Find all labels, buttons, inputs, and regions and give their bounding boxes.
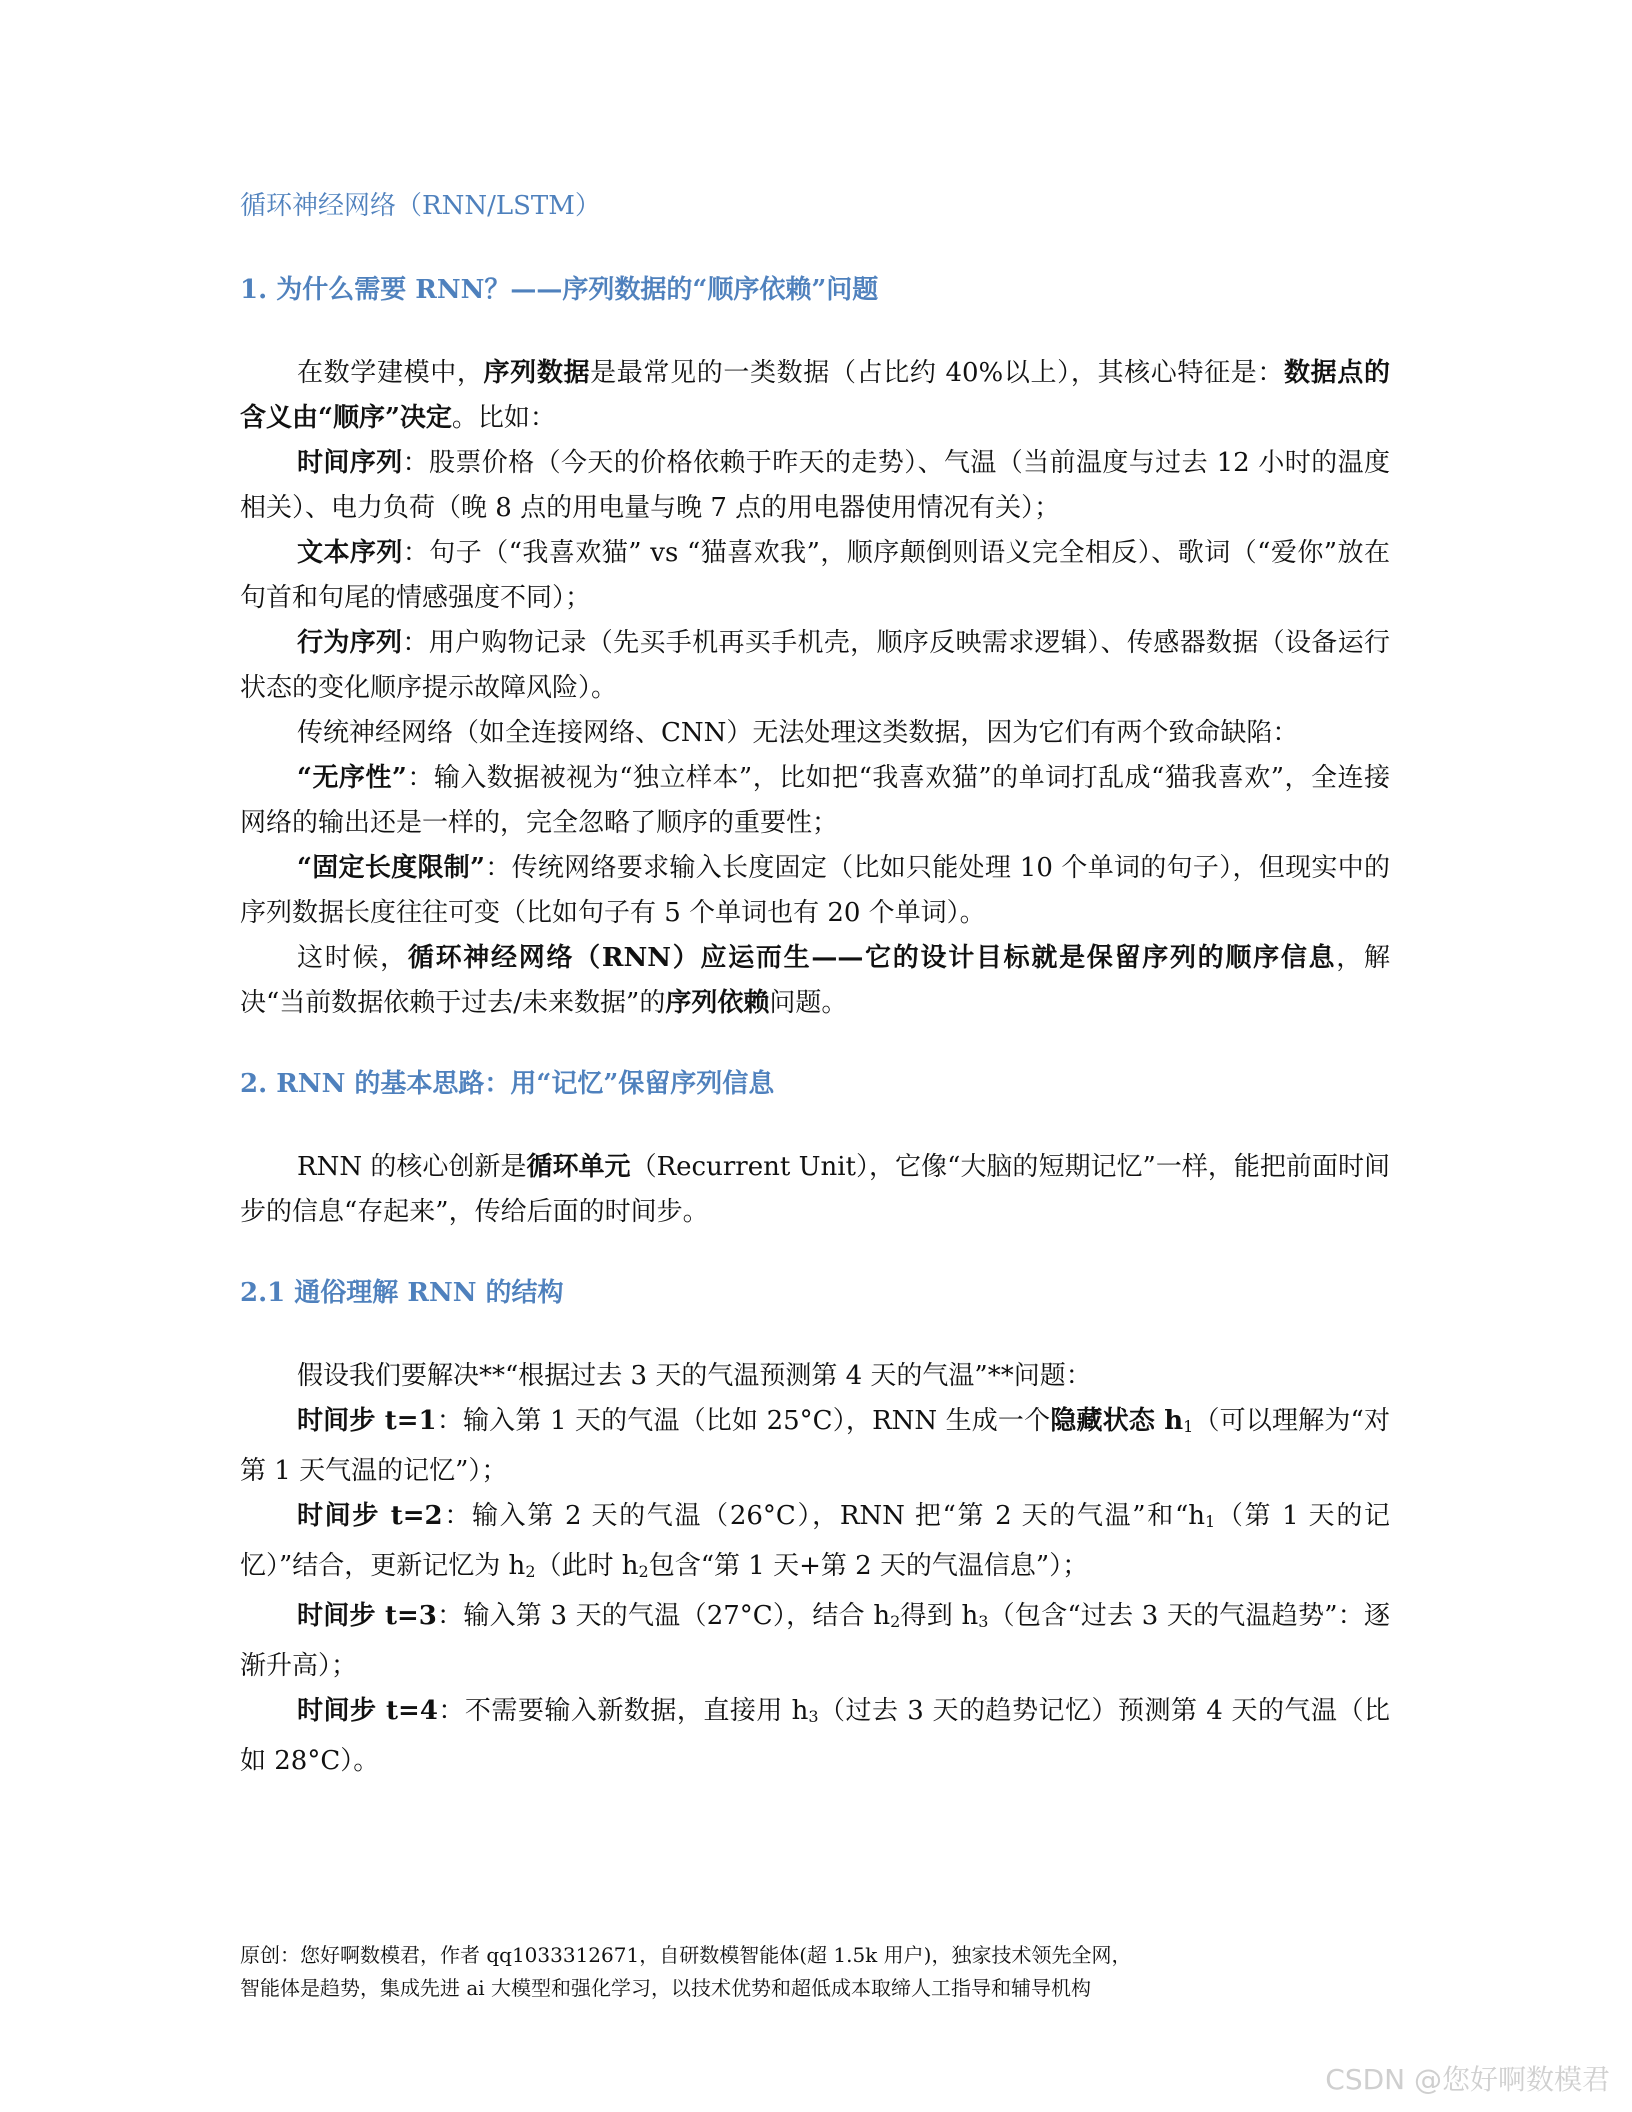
bold-run: 序列依赖 [665, 988, 770, 1018]
paragraph-timestep-4 [240, 1689, 1390, 1784]
text-run: 是最常见的一类数据（占比约 40%以上），其核心特征是： [590, 358, 1285, 388]
bold-run: 序列数据 [483, 358, 591, 388]
page-footer [240, 1939, 1390, 2005]
text-run: 包含“第 1 天+第 2 天的气温信息”）； [648, 1551, 1089, 1581]
bold-run: 循环神经网络（RNN）应运而生——它的设计目标就是保留序列的顺序信息 [407, 943, 1337, 973]
section-2-heading: 2. RNN 的基本思路：用“记忆”保留序列信息 [240, 1069, 775, 1099]
subscript: 2 [638, 1562, 649, 1581]
footer-line-2: 智能体是趋势，集成先进 ai 大模型和强化学习，以技术优势和超低成本取缔人工指导和辅导机构 [240, 1976, 1092, 2000]
text-run: 得到 h [900, 1601, 979, 1631]
paragraph-disorder [240, 756, 1390, 846]
bold-label: 时间步 t=3 [297, 1601, 437, 1631]
text-run: （第 1 天的记忆）”结合，更新记忆为 h [240, 1501, 1390, 1581]
text-run: 问题。 [769, 988, 848, 1018]
subscript: 2 [525, 1562, 536, 1581]
text-run: ：输入第 3 天的气温（27°C），结合 h [436, 1601, 891, 1631]
paragraph-text-series [240, 531, 1390, 621]
bold-run: 数据点的含义由“顺序”决定 [240, 358, 1390, 433]
paragraph-example-intro: 假设我们要解决**“根据过去 3 天的气温预测第 4 天的气温”**问题： [297, 1361, 1092, 1391]
section-2-1-heading: 2.1 通俗理解 RNN 的结构 [240, 1278, 564, 1308]
paragraph-rnn-emerges [240, 936, 1390, 1026]
paragraph-rnn-core [240, 1145, 1390, 1235]
text-run: ：输入第 1 天的气温（比如 25°C），RNN 生成一个 [436, 1406, 1051, 1436]
document-title: 循环神经网络（RNN/LSTM） [240, 191, 601, 221]
subscript: 1 [1205, 1512, 1216, 1531]
bold-run: 隐藏状态 h [1050, 1406, 1184, 1436]
subscript: 3 [808, 1707, 819, 1726]
text-run: ：股票价格（今天的价格依赖于昨天的走势）、气温（当前温度与过去 12 小时的温度相关）、电力负荷（晚 8 点的用电量与晚 7 点的用电器使用情况有关）； [240, 448, 1390, 523]
bold-label: 时间序列 [297, 448, 403, 478]
footer-line-1: 原创：您好啊数模君，作者 qq1033312671，自研数模智能体(超 1.5k 用户)，独家技术领先全网， [240, 1943, 1132, 1967]
bold-label: “固定长度限制” [297, 853, 485, 883]
bold-label: 时间步 t=2 [297, 1501, 443, 1531]
text-run: ，解决“当前数据依赖于过去/未来数据”的 [240, 943, 1390, 1018]
text-run: （可以理解为“对第 1 天气温的记忆”）； [240, 1406, 1390, 1486]
section-1-heading: 1. 为什么需要 RNN？——序列数据的“顺序依赖”问题 [240, 275, 879, 305]
subscript: 3 [978, 1612, 989, 1631]
paragraph-timestep-3 [240, 1594, 1390, 1689]
bold-label: 时间步 t=4 [297, 1696, 438, 1726]
bold-run: 循环单元 [526, 1152, 631, 1182]
text-run: ：用户购物记录（先买手机再买手机壳，顺序反映需求逻辑）、传感器数据（设备运行状态的变化顺序提示故障风险）。 [240, 628, 1390, 703]
text-run: 。比如： [451, 403, 556, 433]
text-run: （包含“过去 3 天的气温趋势”：逐渐升高）； [240, 1601, 1390, 1681]
text-run: 这时候， [297, 943, 408, 973]
text-run: ：不需要输入新数据，直接用 h [437, 1696, 809, 1726]
text-run: RNN 的核心创新是 [297, 1152, 527, 1182]
paragraph-intro [240, 351, 1390, 441]
bold-label: 文本序列 [297, 538, 403, 568]
subscript: 2 [890, 1612, 901, 1631]
text-run: ：输入第 2 天的气温（26°C），RNN 把“第 2 天的气温”和“h [442, 1501, 1205, 1531]
bold-label: “无序性” [297, 763, 407, 793]
text-run: ：句子（“我喜欢猫” vs “猫喜欢我”，顺序颠倒则语义完全相反）、歌词（“爱你”放在句首和句尾的情感强度不同）； [240, 538, 1390, 613]
paragraph-time-series [240, 441, 1390, 531]
paragraph-behavior-series [240, 621, 1390, 711]
text-run: ：输入数据被视为“独立样本”，比如把“我喜欢猫”的单词打乱成“猫我喜欢”，全连接网络的输出还是一样的，完全忽略了顺序的重要性； [240, 763, 1390, 838]
text-run: （此时 h [535, 1551, 639, 1581]
text-run: 在数学建模中， [297, 358, 484, 388]
paragraph-traditional: 传统神经网络（如全连接网络、CNN）无法处理这类数据，因为它们有两个致命缺陷： [297, 718, 1299, 748]
csdn-watermark: CSDN @您好啊数模君 [1325, 2063, 1610, 2096]
text-run: （过去 3 天的趋势记忆）预测第 4 天的气温（比如 28°C）。 [240, 1696, 1390, 1776]
text-run: （Recurrent Unit），它像“大脑的短期记忆”一样，能把前面时间步的信息“存起来”，传给后面的时间步。 [240, 1152, 1390, 1227]
paragraph-fixed-length [240, 846, 1390, 936]
bold-label: 时间步 t=1 [297, 1406, 437, 1436]
bold-label: 行为序列 [297, 628, 403, 658]
text-run: ：传统网络要求输入长度固定（比如只能处理 10 个单词的句子），但现实中的序列数据长度往往可变（比如句子有 5 个单词也有 20 个单词）。 [240, 853, 1390, 928]
document-body [240, 188, 1390, 1784]
paragraph-timestep-2 [240, 1494, 1390, 1594]
subscript: 1 [1183, 1417, 1194, 1436]
paragraph-timestep-1 [240, 1399, 1390, 1494]
